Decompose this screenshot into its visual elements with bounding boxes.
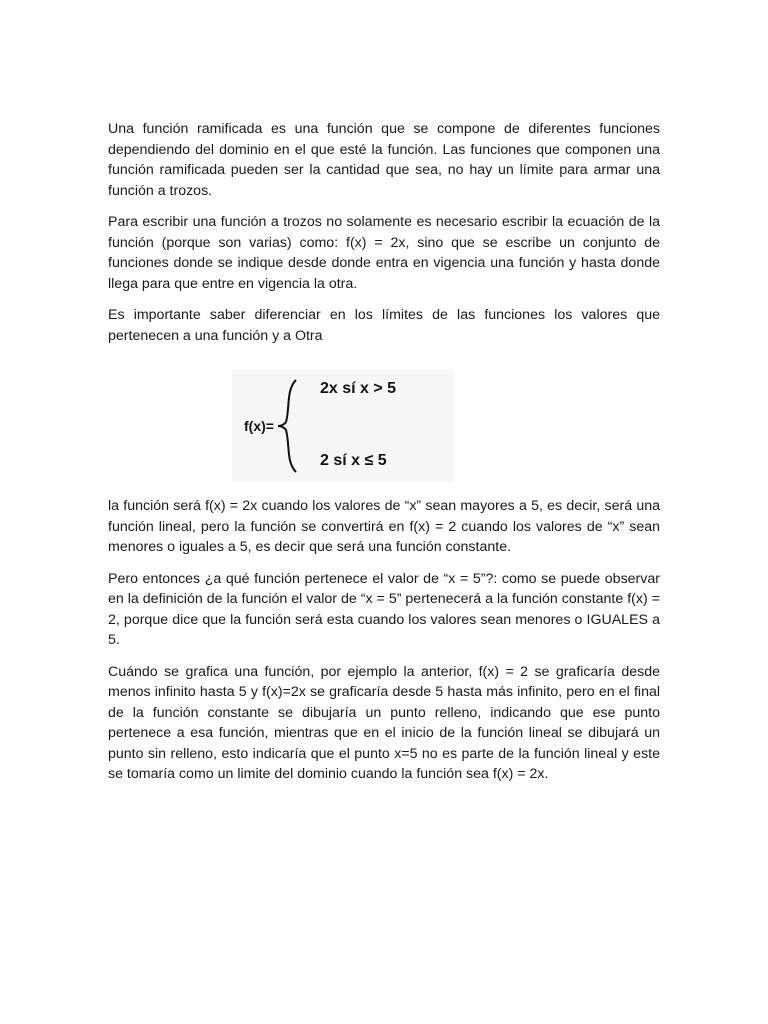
left-brace-icon <box>276 378 300 474</box>
case-less-or-equal: 2 sí x ≤ 5 <box>320 452 387 469</box>
paragraph-intro: Una función ramificada es una función que se compone de diferentes funciones dependiendo del dominio en el que esté la función. Las funciones que componen una función ramificada pueden ser la cantidad que sea, no hay un límite para armar una función a trozos. <box>108 121 660 199</box>
document-page <box>108 119 660 796</box>
paragraph-explanation: la función será f(x) = 2x cuando los valores de “x” sean mayores a 5, es decir, será una función lineal, pero la función se convertirá en f(x) = 2 cuando los valores de “x” sean menores o iguales a 5, es decir que será una función constante. <box>108 498 660 555</box>
function-label: f(x)= <box>244 418 274 434</box>
piecewise-function-figure <box>108 370 660 488</box>
paragraph-question: Pero entonces ¿a qué función pertenece el valor de “x = 5”?: como se puede observar en la definición de la función el valor de “x = 5” pertenecerá a la función constante f(x) = 2, porque dice que la función será esta cuando los valores sean menores o IGUALES a 5. <box>108 570 660 648</box>
paragraph-graphing: Cuándo se grafica una función, por ejemplo la anterior, f(x) = 2 se graficaría desde menos infinito hasta 5 y f(x)=2x se graficaría desde 5 hasta más infinito, pero en el final de la función constante se dibujaría un punto relleno, indicando que ese punto pertenece a esa función, mientras que en el inicio de la función lineal se dibujará un punto sin relleno, esto indicaría que el punto x=5 no es parte de la función lineal y este se tomaría como un limite del dominio cuando la función sea f(x) = 2x. <box>108 663 660 782</box>
case-greater-than: 2x sí x > 5 <box>320 380 397 397</box>
paragraph-writing: Para escribir una función a trozos no solamente es necesario escribir la ecuación de la función (porque son varias) como: f(x) = 2x, sino que se escribe un conjunto de funciones donde se indique desde donde entra en vigencia una función y hasta donde llega para que entre en vigencia la otra. <box>108 214 660 292</box>
paragraph-limits: Es importante saber diferenciar en los límites de las funciones los valores que pertenecen a una función y a Otra <box>108 307 660 344</box>
